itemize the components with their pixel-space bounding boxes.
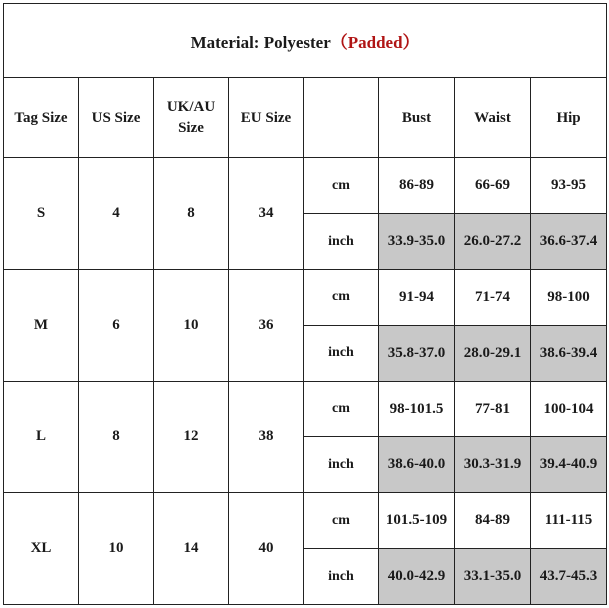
header-eu-size: EU Size	[229, 78, 304, 158]
cell-bust-inch: 40.0-42.9	[379, 549, 455, 605]
cell-hip-inch: 36.6-37.4	[531, 214, 607, 270]
cell-waist-inch: 26.0-27.2	[455, 214, 531, 270]
cell-unit-inch: inch	[304, 214, 379, 270]
cell-unit-cm: cm	[304, 269, 379, 325]
cell-bust-inch: 33.9-35.0	[379, 214, 455, 270]
cell-unit-inch: inch	[304, 437, 379, 493]
cell-eu-size: 38	[229, 381, 304, 493]
cell-uk-au-size: 10	[154, 269, 229, 381]
cell-eu-size: 34	[229, 158, 304, 270]
size-row-cm	[4, 158, 607, 214]
cell-eu-size: 36	[229, 269, 304, 381]
cell-unit-inch: inch	[304, 325, 379, 381]
cell-bust-cm: 101.5-109	[379, 493, 455, 549]
cell-unit-cm: cm	[304, 381, 379, 437]
cell-tag-size: XL	[4, 493, 79, 605]
header-uk-au-line1: UK/AU	[166, 99, 216, 116]
cell-bust-inch: 38.6-40.0	[379, 437, 455, 493]
cell-waist-cm: 66-69	[455, 158, 531, 214]
header-hip: Hip	[531, 78, 607, 158]
header-waist: Waist	[455, 78, 531, 158]
cell-eu-size: 40	[229, 493, 304, 605]
cell-hip-inch: 38.6-39.4	[531, 325, 607, 381]
cell-hip-inch: 43.7-45.3	[531, 549, 607, 605]
table-title	[4, 4, 607, 78]
header-uk-au-size	[154, 78, 229, 158]
cell-us-size: 4	[79, 158, 154, 270]
size-row-cm	[4, 493, 607, 549]
cell-us-size: 6	[79, 269, 154, 381]
cell-waist-cm: 77-81	[455, 381, 531, 437]
cell-tag-size: S	[4, 158, 79, 270]
cell-hip-cm: 98-100	[531, 269, 607, 325]
cell-bust-cm: 98-101.5	[379, 381, 455, 437]
size-row-cm	[4, 381, 607, 437]
cell-bust-inch: 35.8-37.0	[379, 325, 455, 381]
cell-uk-au-size: 12	[154, 381, 229, 493]
cell-unit-inch: inch	[304, 549, 379, 605]
header-uk-au-line2: Size	[178, 119, 204, 136]
cell-waist-cm: 71-74	[455, 269, 531, 325]
cell-uk-au-size: 8	[154, 158, 229, 270]
cell-waist-cm: 84-89	[455, 493, 531, 549]
cell-tag-size: M	[4, 269, 79, 381]
cell-hip-inch: 39.4-40.9	[531, 437, 607, 493]
cell-hip-cm: 111-115	[531, 493, 607, 549]
title-padded: （Padded）	[330, 33, 420, 53]
header-row	[4, 78, 607, 158]
size-row-cm	[4, 269, 607, 325]
title-row	[4, 4, 607, 78]
cell-hip-cm: 100-104	[531, 381, 607, 437]
header-tag-size: Tag Size	[4, 78, 79, 158]
cell-waist-inch: 33.1-35.0	[455, 549, 531, 605]
cell-waist-inch: 28.0-29.1	[455, 325, 531, 381]
cell-us-size: 10	[79, 493, 154, 605]
header-unit-blank	[304, 78, 379, 158]
cell-waist-inch: 30.3-31.9	[455, 437, 531, 493]
cell-uk-au-size: 14	[154, 493, 229, 605]
cell-bust-cm: 91-94	[379, 269, 455, 325]
size-table	[3, 3, 607, 605]
cell-hip-cm: 93-95	[531, 158, 607, 214]
cell-us-size: 8	[79, 381, 154, 493]
cell-unit-cm: cm	[304, 158, 379, 214]
cell-tag-size: L	[4, 381, 79, 493]
title-main: Material: Polyester	[190, 33, 331, 53]
header-bust: Bust	[379, 78, 455, 158]
cell-bust-cm: 86-89	[379, 158, 455, 214]
header-us-size: US Size	[79, 78, 154, 158]
cell-unit-cm: cm	[304, 493, 379, 549]
